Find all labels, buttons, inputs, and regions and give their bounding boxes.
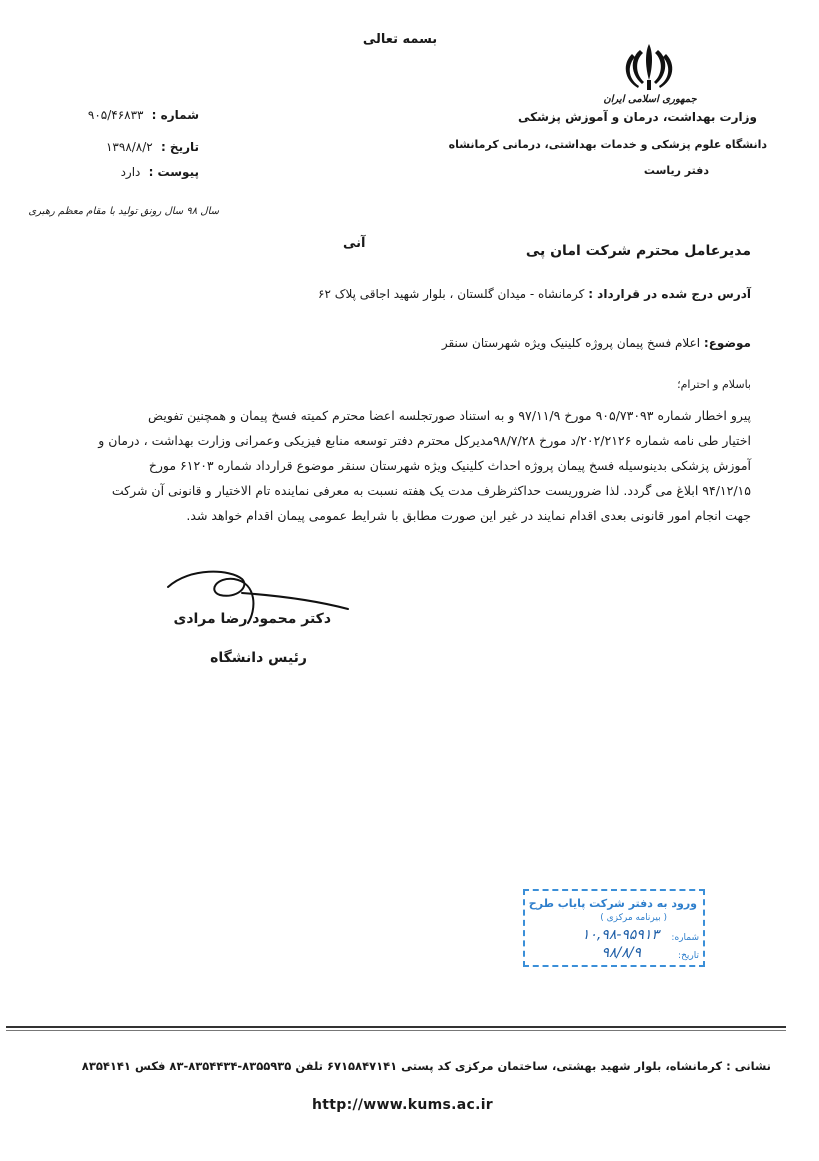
letter-number-label: شماره : [151,108,199,122]
stamp-title: ورود به دفتر شرکت پایاب طرح [528,897,697,910]
body-line: ۹۴/۱۲/۱۵ ابلاغ می گردد. لذا ضروریست حداکثرظرف مدت یک هفته نسبت به معرفی نماینده تام الاختیار و قانونی آن شرکت [111,483,751,498]
year-slogan: سال ۹۸ سال رونق تولید با مقام معظم رهبری [28,206,219,217]
footer-address: نشانی : کرمانشاه، بلوار شهید بهشتی، ساختمان مرکزی کد پستی ۶۷۱۵۸۴۷۱۴۱ تلفن ۸۳۵۵۹۳۵-۸۳۵۴۴۳۴-۸۳ فکس ۸۳۵۴۱۴۱ [81,1059,771,1073]
letter-date-value: ۱۳۹۸/۸/۲ [105,140,153,154]
iran-emblem-icon [618,40,680,96]
body-line: آموزش پزشکی بدینوسیله فسخ پیمان پروژه احداث کلینیک ویژه شهرستان سنقر موضوع قرارداد شماره ۶۱۲۰۳ مورخ [148,458,751,473]
footer-divider-thin [6,1030,786,1031]
attachment-row [121,165,199,179]
ministry-name: وزارت بهداشت، درمان و آموزش پزشکی [518,110,757,124]
stamp-subtitle: ( بیرنامه مرکزی ) [600,913,667,923]
body-line: جهت انجام امور قانونی بعدی اقدام نمایند در غیر این صورت مطابق با شرایط عمومی پیمان اقدام خواهد شد. [186,508,751,523]
stamp-number-label: شماره: [671,933,699,943]
subject-label: موضوع: [703,336,751,350]
stamp-date-label: تاریخ: [678,951,699,961]
body-line: اختیار طی نامه شماره ۲۰۲/۲۱۲۶/د مورخ ۹۸/۷/۲۸مدیرکل محترم دفتر توسعه منابع فیزیکی وعمرانی وزارت بهداشت ، درمان و [98,433,751,448]
address-value: کرمانشاه - میدان گلستان ، بلوار شهید اجاقی پلاک ۶۲ [318,287,585,301]
urgency-label: آنی [343,236,366,251]
letter-date-label: تاریخ : [160,140,199,154]
footer-website-link[interactable]: http://www.kums.ac.ir [312,1097,494,1113]
stamp-number-value: ۱۰,۹۸-۹۵۹۱۳ [581,927,659,943]
attachment-value: دارد [120,165,141,179]
subject-line [442,336,751,350]
republic-caption: جمهوری اسلامی ایران [603,94,697,105]
office-name: دفتر ریاست [643,164,709,177]
address-line [318,287,751,301]
address-label: آدرس درج شده در قرارداد : [588,287,751,301]
signer-name: دکتر محمود رضا مرادی [173,611,331,627]
stamp-date-value: ۹۸/۸/۹ [601,945,641,961]
greeting: باسلام و احترام؛ [677,378,751,391]
subject-value: اعلام فسخ پیمان پروژه کلینیک ویژه شهرستان سنقر [441,336,701,350]
recipient-line: مدیرعامل محترم شرکت امان پی [525,243,751,259]
signer-title: رئیس دانشگاه [210,650,307,666]
letter-date-row [106,140,199,154]
invocation-heading: بسمه تعالی [362,32,438,47]
university-name: دانشگاه علوم پزشکی و خدمات بهداشتی، درمانی کرمانشاه [448,138,767,151]
footer-divider [6,1026,786,1028]
letter-number-value: ۹۰۵/۴۶۸۳۳ [87,108,144,122]
attachment-label: پیوست : [148,165,199,179]
letter-body [63,403,751,528]
letter-number-row [88,108,199,122]
body-line: پیرو اخطار شماره ۹۰۵/۷۳۰۹۳ مورخ ۹۷/۱۱/۹ و به استناد صورتجلسه اعضا محترم کمیته فسخ پیمان و همچنین تفویض [148,408,751,423]
receipt-stamp [523,889,705,967]
